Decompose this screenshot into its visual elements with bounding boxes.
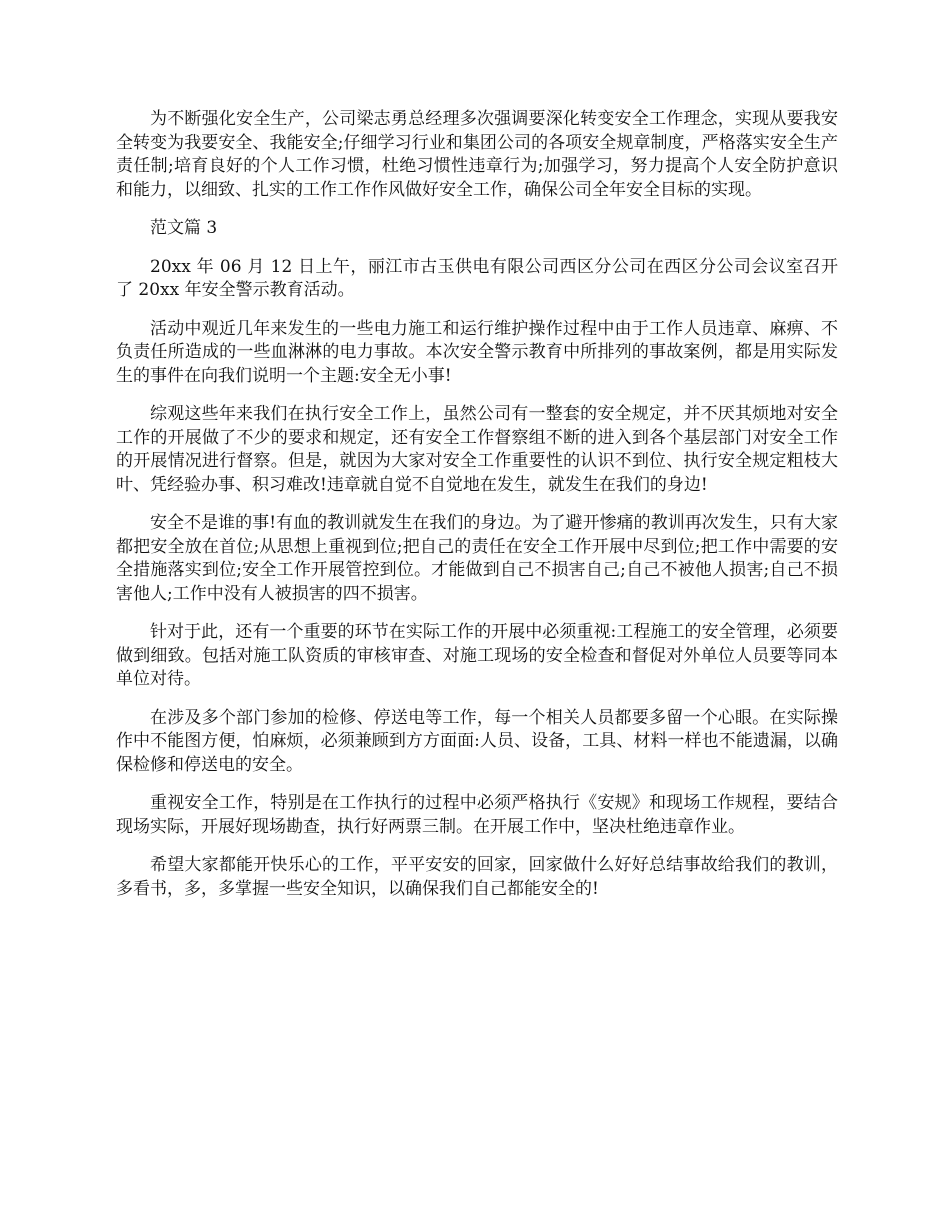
paragraph-closing: 希望大家都能开快乐心的工作，平平安安的回家，回家做什么好好总结事故给我们的教训，多看书，多，多掌握一些安全知识，以确保我们自己都能安全的! [116,855,838,899]
paragraph-activity: 活动中观近几年来发生的一些电力施工和运行维护操作过程中由于工作人员违章、麻痹、不负责任所造成的一些血淋淋的电力事故。本次安全警示教育中所排列的事故案例，都是用实际发生的事件在向我们说明一个主题:安全无小事! [116,318,838,386]
paragraph-event: 20xx 年 06 月 12 日上午，丽江市古玉供电有限公司西区分公司在西区分公司会议室召开了 20xx 年安全警示教育活动。 [116,256,838,300]
section-heading: 范文篇 3 [150,218,218,238]
paragraph-maintenance: 在涉及多个部门参加的检修、停送电等工作，每一个相关人员都要多留一个心眼。在实际操作中不能图方便，怕麻烦，必须兼顾到方方面面:人员、设备，工具、材料一样也不能遗漏，以确保检修和停送电的安全。 [116,707,838,775]
paragraph-review: 综观这些年来我们在执行安全工作上，虽然公司有一整套的安全规定，并不厌其烦地对安全工作的开展做了不少的要求和规定，还有安全工作督察组不断的进入到各个基层部门对安全工作的开展情况进行督察。但是，就因为大家对安全工作重要性的认识不到位、执行安全规定粗枝大叶、凭经验办事、积习难改!违章就自觉不自觉地在发生，就发生在我们的身边! [116,404,838,495]
paragraph-intro: 为不断强化安全生产，公司梁志勇总经理多次强调要深化转变安全工作理念，实现从要我安全转变为我要安全、我能安全;仔细学习行业和集团公司的各项安全规章制度，严格落实安全生产责任制;培育良好的个人工作习惯，杜绝习惯性违章行为;加强学习，努力提高个人安全防护意识和能力，以细致、扎实的工作工作作风做好安全工作，确保公司全年安全目标的实现。 [116,109,838,200]
paragraph-regulations: 重视安全工作，特别是在工作执行的过程中必须严格执行《安规》和现场工作规程，要结合现场实际，开展好现场勘查，执行好两票三制。在开展工作中，坚决杜绝违章作业。 [116,793,838,837]
paragraph-construction: 针对于此，还有一个重要的环节在实际工作的开展中必须重视:工程施工的安全管理，必须要做到细致。包括对施工队资质的审核审查、对施工现场的安全检查和督促对外单位人员要等同本单位对待。 [116,622,838,689]
document-body [116,108,838,916]
paragraph-responsibility: 安全不是谁的事!有血的教训就发生在我们的身边。为了避开惨痛的教训再次发生，只有大家都把安全放在首位;从思想上重视到位;把自己的责任在安全工作开展中尽到位;把工作中需要的安全措施落实到位;安全工作开展管控到位。才能做到自己不损害自己;自己不被他人损害;自己不损害他人;工作中没有人被损害的四不损害。 [116,513,838,604]
